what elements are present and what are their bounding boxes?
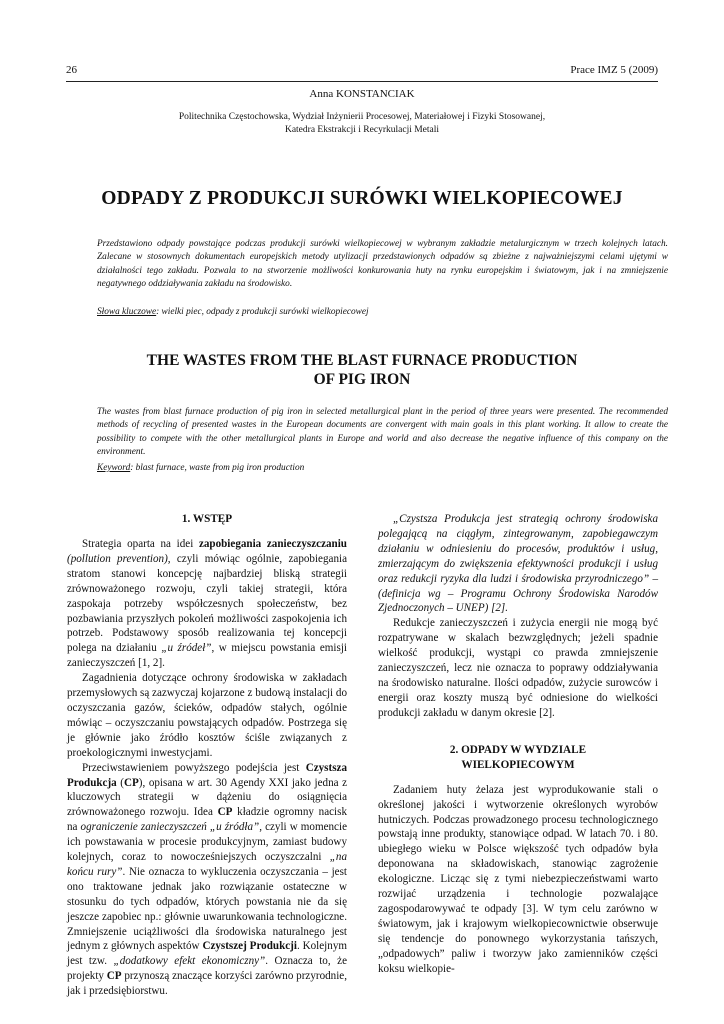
keywords-english (97, 462, 668, 475)
definition-quote: „Czystsza Produkcja jest strategią ochrony środowiska polegającą na ciągłym, zintegrowanym, zapobiegawczym działaniu w odniesieniu do procesów, produktów i usług, zmierzającym do zwiększenia efektywności produkcji i usług oraz redukcji ryzyka dla ludzi i środowiska przyrodniczego” – (definicja wg – Programu Ochrony Środowiska Narodów Zjednoczonych – UNEP) [2]. (378, 513, 658, 615)
journal-reference: Prace IMZ 5 (2009) (570, 64, 658, 76)
section-2-title-line-1: 2. ODPADY W WYDZIALE (449, 743, 587, 756)
header-rule (66, 81, 658, 82)
title-english-line-1: THE WASTES FROM THE BLAST FURNACE PRODUCTION (146, 352, 578, 369)
paragraph: Przeciwstawieniem powyższego podejścia jest Czystsza Produkcja (CP), opisana w art. 30 Agendy XXI jako jedna z kluczowych strategii w dążeniu do osiągnięcia zrównoważonego rozwoju. Idea CP kładzie ogromny nacisk na ograniczenie zanieczyszczeń „u źródła”, czyli w momencie ich powstawania w procesie produkcyjnym, zamiast budowy kolejnych, coraz to nowocześniejszych oczyszczalni „na końcu rury”. Nie oznacza to wykluczenia oczyszczania – jest ono traktowane jednak jako rozwiązanie ostateczne w stosunku do tych odpadów, których powstania nie da się jeszcze zapobiec np.: głównie uwarunkowania technologiczne. Zmniejszenie uciążliwości dla środowiska naturalnego jest jednym z głównych aspektów Czystszej Produkcji. Kolejnym jest tzw. „dodatkowy efekt ekonomiczny”. Oznacza to, że projekty CP przynoszą znaczące korzyści zarówno przyrodnie, jak i przedsiębiorstwu. (67, 761, 348, 998)
title-english-line-2: OF PIG IRON (313, 371, 411, 388)
title-polish: ODPADY Z PRODUKCJI SURÓWKI WIELKOPIECOWEJ (101, 188, 623, 209)
paragraph: Redukcje zanieczyszczeń i zużycia energii nie mogą być rozpatrywane w skalach bezwzględnych; jeżeli spadnie wielkość produkcji, wystąpi co prawda zmniejszenie zanieczyszczeń, lecz nie oznacza to poprawy oddziaływania na środowisko naturalne. Ilości odpadów, zużycie surowców i energii oraz koszty muszą być odniesione do wielkości produkcji zakładu w danym okresie [2]. (378, 617, 658, 719)
affiliation-line-1: Politechnika Częstochowska, Wydział Inżynierii Procesowej, Materiałowej i Fizyki Stosowanej, (178, 112, 546, 122)
paragraph: Zadaniem huty żelaza jest wyprodukowanie stali o określonej jakości i wytworzenie określonych wyrobów hutniczych. Podczas prowadzonego procesu technologicznego powstają inne produkty, stanowiące odpad. W latach 70. i 80. ubiegłego wieku w Polsce większość tych odpadów była deponowana na składowiskach, stanowiąc zagrożenie ekologiczne. Licząc się z tymi niebezpieczeństwami warto rozwijać urządzenia i technologie pozwalające zagospodarowywać te odpady [3]. W tym celu zarówno w światowym, jak i krajowym wielkopiecownictwie obserwuje się tendencje do ponownego wykorzystania tańszych, „odpadowych” paliw i tworzyw jako zamienników części koksu wielkopie- (378, 783, 658, 975)
paragraph: Strategia oparta na idei zapobiegania zanieczyszczaniu (pollution prevention), czyli mówiąc ogólnie, zapobiegania stratom stanowi koncepcję najbardziej bliską strategii zrównoważonego rozwoju, czyli takiej strategii, która zaspokaja potrzeby współczesnych społeczeństw, bez pozbawiania przyszłych pokoleń możliwości zaspokojenia ich potrzeb. Podstawowy sposób realizowania tej koncepcji polega na działaniu „u źródeł”, w miejscu powstania emisji zanieczyszczeń [1, 2]. (67, 538, 348, 670)
page-number: 26 (66, 64, 77, 76)
keywords-polish (97, 306, 668, 319)
title-english (90, 351, 634, 389)
keywords-text: : blast furnace, waste from pig iron production (130, 463, 305, 473)
section-2-title (378, 743, 658, 773)
paragraph: Zagadnienia dotyczące ochrony środowiska w zakładach przemysłowych są zazwyczaj kojarzone z budową instalacji do oczyszczania gazów, ścieków, odpadów stałych, ogólnie mówiąc – oczyszczaniu powstających odpadów. Postrzega się je głównie jako źródło kosztów ściśle związanych z proekologicznymi inwestycjami. (67, 672, 348, 759)
running-header (66, 64, 658, 78)
section-1-title: 1. WSTĘP (181, 513, 233, 525)
keywords-label: Słowa kluczowe (97, 307, 157, 317)
keywords-text: : wielki piec, odpady z produkcji surówki wielkopiecowej (156, 307, 369, 317)
affiliation-line-2: Katedra Ekstrakcji i Recyrkulacji Metali (284, 125, 440, 135)
section-2-title-line-2: WIELKOPIECOWYM (461, 758, 575, 771)
abstract-polish: Przedstawiono odpady powstające podczas produkcji surówki wielkopiecowej w wybranym zakładzie metalurgicznym w trzech kolejnych latach. Zalecane w stosownych dokumentach europejskich metody utylizacji przedstawionych odpadów są zbieżne z najważniejszymi celami ujętymi w działalności tego zakładu. Pozwala to na stworzenie możliwości konkurowania huty na rynku europejskim i światowym, jak i na zmniejszenie negatywnego oddziaływania zakładu na środowisko. (97, 239, 668, 289)
author-name: Anna KONSTANCIAK (309, 88, 415, 100)
abstract-english: The wastes from blast furnace production of pig iron in selected metallurgical plant in the period of three years were presented. The recommended methods of recycling of presented wastes in the European documents are convergent with main goals in this plant working. It allow to create the possibility to compete with the other metallurgical plants in Europe and world and also decrease the negative influence of this company on the environment. (97, 407, 668, 457)
affiliation (100, 111, 624, 137)
keywords-label: Keyword (97, 463, 131, 473)
left-column (67, 512, 347, 999)
right-column (378, 512, 658, 976)
